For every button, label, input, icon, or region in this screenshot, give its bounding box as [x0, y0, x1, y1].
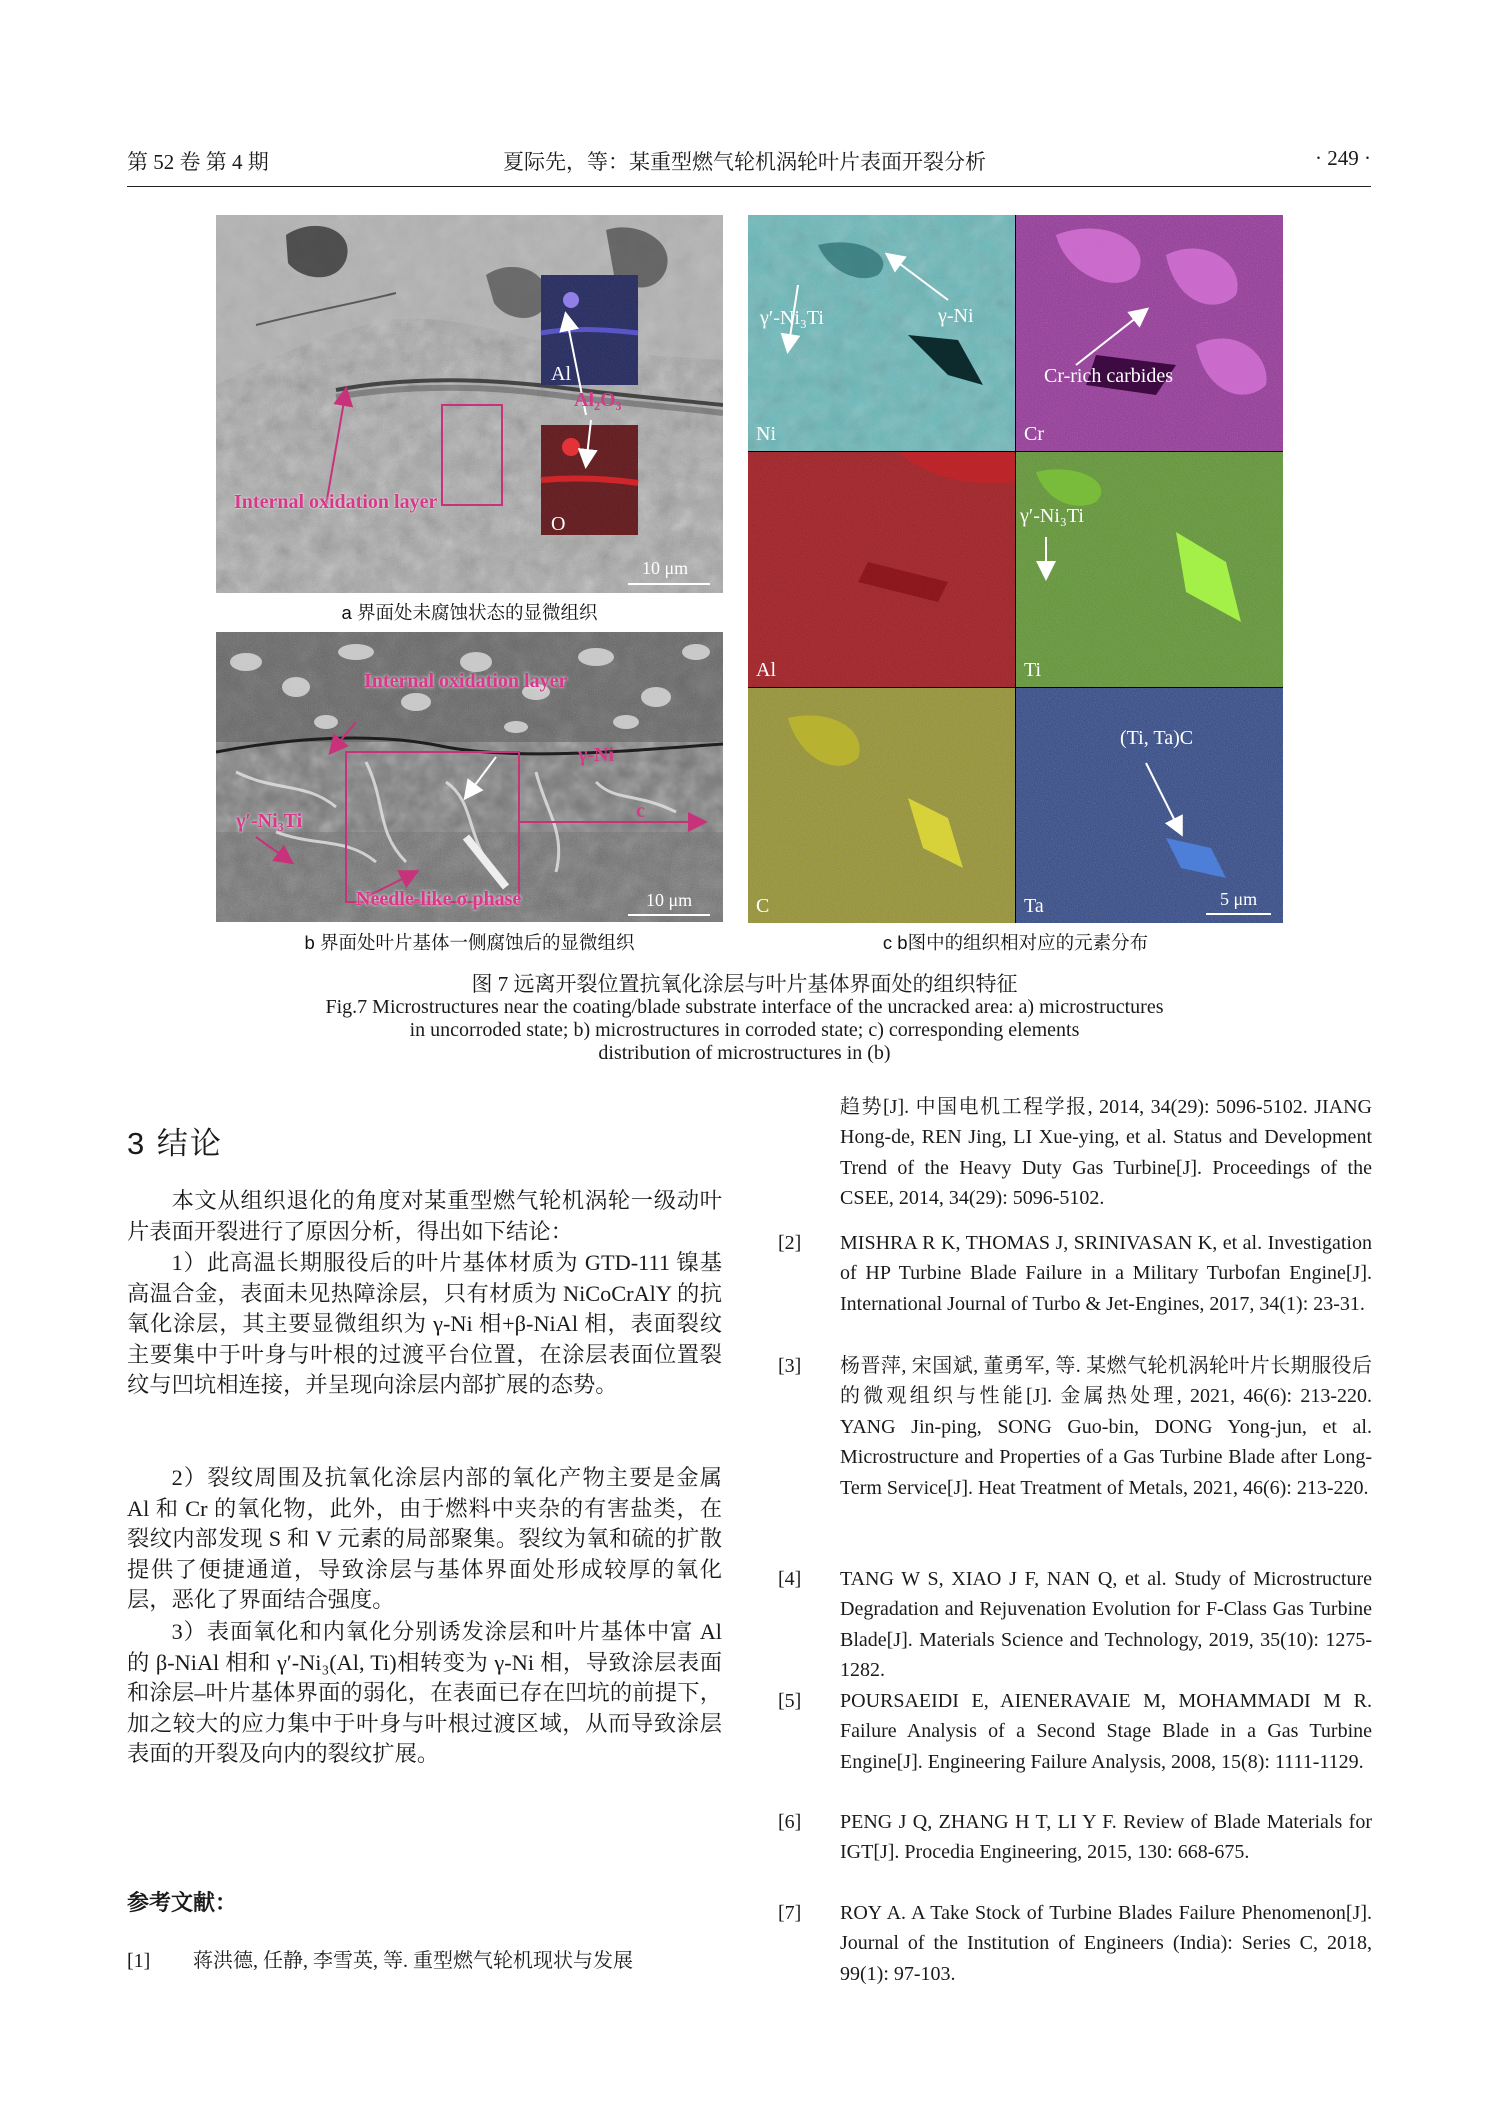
ref-6-number: [6] [778, 1811, 802, 1833]
section-title: 3 结论 [127, 1126, 223, 1161]
scale-bar-b [628, 914, 710, 916]
label-o: O [551, 513, 566, 535]
label-al2o3: Al₂O₃ [574, 389, 622, 411]
figure-panel-c [748, 215, 1283, 923]
map-label-c: C [756, 895, 770, 917]
figure-panel-a [216, 215, 723, 593]
element-map-ti [1016, 452, 1283, 687]
scale-bar-label-b: 10 μm [646, 890, 693, 910]
element-map-c [748, 688, 1015, 923]
conclusion-point-2: 2）裂纹周围及抗氧化涂层内部的氧化产物主要是金属 Al 和 Cr 的氧化物，此外，由于燃料中夹杂的有害盐类，在裂纹内部发现 S 和 V 元素的局部聚集。裂纹为氧和硫的扩散提供了便捷通道，导致涂层与基体界面处形成较厚的氧化层，恶化了界面结合强度。 [127, 1465, 722, 1613]
ref-4-text: TANG W S, XIAO J F, NAN Q, et al. Study of Microstructure Degradation and Rejuvenation Evolution for F-Class Gas Turbine Blade[J]. Materials Science and Technology, 2019, 35(10): 1275-1282. [840, 1568, 1372, 1682]
element-map-al [748, 452, 1015, 687]
ref-2-text: MISHRA R K, THOMAS J, SRINIVASAN K, et al. Investigation of HP Turbine Blade Failure in a Military Turbofan Engine[J]. International Journal of Turbo & Jet-Engines, 2017, 34(1): 23-31. [840, 1232, 1372, 1315]
map-label-ni: Ni [756, 423, 776, 445]
label-ni-gamma: γ-Ni [938, 305, 974, 327]
scale-bar-label-a: 10 μm [642, 558, 689, 578]
label-ti-gamma-prime: γ′-Ni₃Ti [1020, 505, 1084, 527]
caption-panel-a: a 界面处未腐蚀状态的显微组织 [341, 602, 598, 623]
map-label-al: Al [756, 659, 776, 681]
running-header-title: 夏际先，等：某重型燃气轮机涡轮叶片表面开裂分析 [503, 150, 986, 174]
figure-caption-en-line-3: distribution of microstructures in (b) [598, 1042, 891, 1064]
label-internal-oxidation-b: Internal oxidation layer [364, 670, 568, 692]
figure-panel-b [216, 632, 723, 922]
figure-caption-en-line-1: Fig.7 Microstructures near the coating/blade substrate interface of the uncracked area: a) microstructures [325, 996, 1164, 1018]
ref-2-number: [2] [778, 1232, 802, 1254]
element-map-ta [1016, 688, 1283, 923]
ref-1-text-part2: 趋势[J]. 中国电机工程学报, 2014, 34(29): 5096-5102. JIANG Hong-de, REN Jing, LI Xue-ying, et al. Status and Development Trend of the Heavy Duty Gas Turbine[J]. Proceedings of the CSEE, 2014, 34(29): 5096-5102. [840, 1096, 1372, 1210]
label-al: Al [551, 363, 571, 385]
map-label-cr: Cr [1024, 423, 1044, 445]
label-internal-oxidation-a: Internal oxidation layer [234, 491, 438, 513]
sem-image-a [216, 215, 723, 593]
ref-5-text: POURSAEIDI E, AIENERAVAIE M, MOHAMMADI M R. Failure Analysis of a Second Stage Blade in a Gas Turbine Engine[J]. Engineering Failure Analysis, 2008, 15(8): 1111-1129. [840, 1690, 1372, 1773]
page-number: · 249 · [1315, 146, 1371, 170]
element-map-ni [748, 215, 1015, 451]
conclusion-point-1: 1）此高温长期服役后的叶片基体材质为 GTD-111 镍基高温合金，表面未见热障涂层，只有材质为 NiCoCrAlY 的抗氧化涂层，其主要显微组织为 γ-Ni 相+β-NiAl 相，表面裂纹主要集中于叶身与叶根的过渡平台位置，在涂层表面位置裂纹与凹坑相连接，并呈现向涂层内部扩展的态势。 [127, 1250, 722, 1398]
label-c-b: c [636, 800, 645, 822]
ref-5-number: [5] [778, 1690, 802, 1712]
map-label-ta: Ta [1024, 895, 1044, 917]
label-ni-gamma-prime: γ′-Ni₃Ti [760, 307, 824, 329]
running-header-volume: 第 52 卷 第 4 期 [127, 150, 269, 174]
scale-bar-a [628, 583, 710, 585]
figure-caption-cn: 图 7 远离开裂位置抗氧化涂层与叶片基体界面处的组织特征 [471, 972, 1018, 996]
scale-bar-label-c: 5 μm [1220, 889, 1258, 909]
caption-panel-b: b 界面处叶片基体一侧腐蚀后的显微组织 [304, 932, 635, 953]
label-cr-carbides: Cr-rich carbides [1044, 365, 1173, 387]
header-rule [127, 186, 1371, 187]
label-gamma-ni-b: γ-Ni [578, 744, 615, 766]
references-title: 参考文献： [127, 1890, 238, 1915]
ref-6-text: PENG J Q, ZHANG H T, LI Y F. Review of Blade Materials for IGT[J]. Procedia Engineering, 2015, 130: 668-675. [840, 1811, 1372, 1864]
ref-3-number: [3] [778, 1355, 802, 1377]
ref-3-text: 杨晋萍, 宋国斌, 董勇军, 等. 某燃气轮机涡轮叶片长期服役后的微观组织与性能[J]. 金属热处理, 2021, 46(6): 213-220. YANG Jin-ping, SONG Guo-bin, DONG Yong-jun, et al. Microstructure and Properties of a Gas Turbine Blade after Long-Term Service[J]. Heat Treatment of Metals, 2021, 46(6): 213-220. [840, 1355, 1372, 1499]
conclusion-intro: 本文从组织退化的角度对某重型燃气轮机涡轮一级动叶片表面开裂进行了原因分析，得出如下结论： [127, 1188, 722, 1244]
map-label-ti: Ti [1024, 659, 1042, 681]
figure-caption-en-line-2: in uncorroded state; b) microstructures in corroded state; c) corresponding elements [409, 1019, 1080, 1041]
caption-panel-c: c b图中的组织相对应的元素分布 [882, 932, 1149, 953]
conclusion-point-3: 3）表面氧化和内氧化分别诱发涂层和叶片基体中富 Al 的 β-NiAl 相和 γ′-Ni₃(Al, Ti)相转变为 γ-Ni 相，导致涂层表面和涂层–叶片基体界面的弱化，在表面已存在凹坑的前提下，加之较大的应力集中于叶身与叶根过渡区域，从而导致涂层表面的开裂及向内的裂纹扩展。 [127, 1619, 722, 1767]
element-map-cr [1016, 215, 1283, 451]
ref-7-text: ROY A. A Take Stock of Turbine Blades Failure Phenomenon[J]. Journal of the Institution of Engineers (India): Series C, 2018, 99(1): 97-103. [840, 1902, 1372, 1985]
label-gamma-prime-b: γ′-Ni₃Ti [236, 810, 303, 832]
label-ta-tic: (Ti, Ta)C [1120, 727, 1194, 749]
ref-1-number: [1] [127, 1950, 151, 1972]
ref-4-number: [4] [778, 1568, 802, 1590]
ref-1-text-part1: 蒋洪德, 任静, 李雪英, 等. 重型燃气轮机现状与发展 [193, 1950, 633, 1972]
ref-7-number: [7] [778, 1902, 802, 1924]
label-needle-sigma: Needle-like σ phase [356, 888, 522, 910]
